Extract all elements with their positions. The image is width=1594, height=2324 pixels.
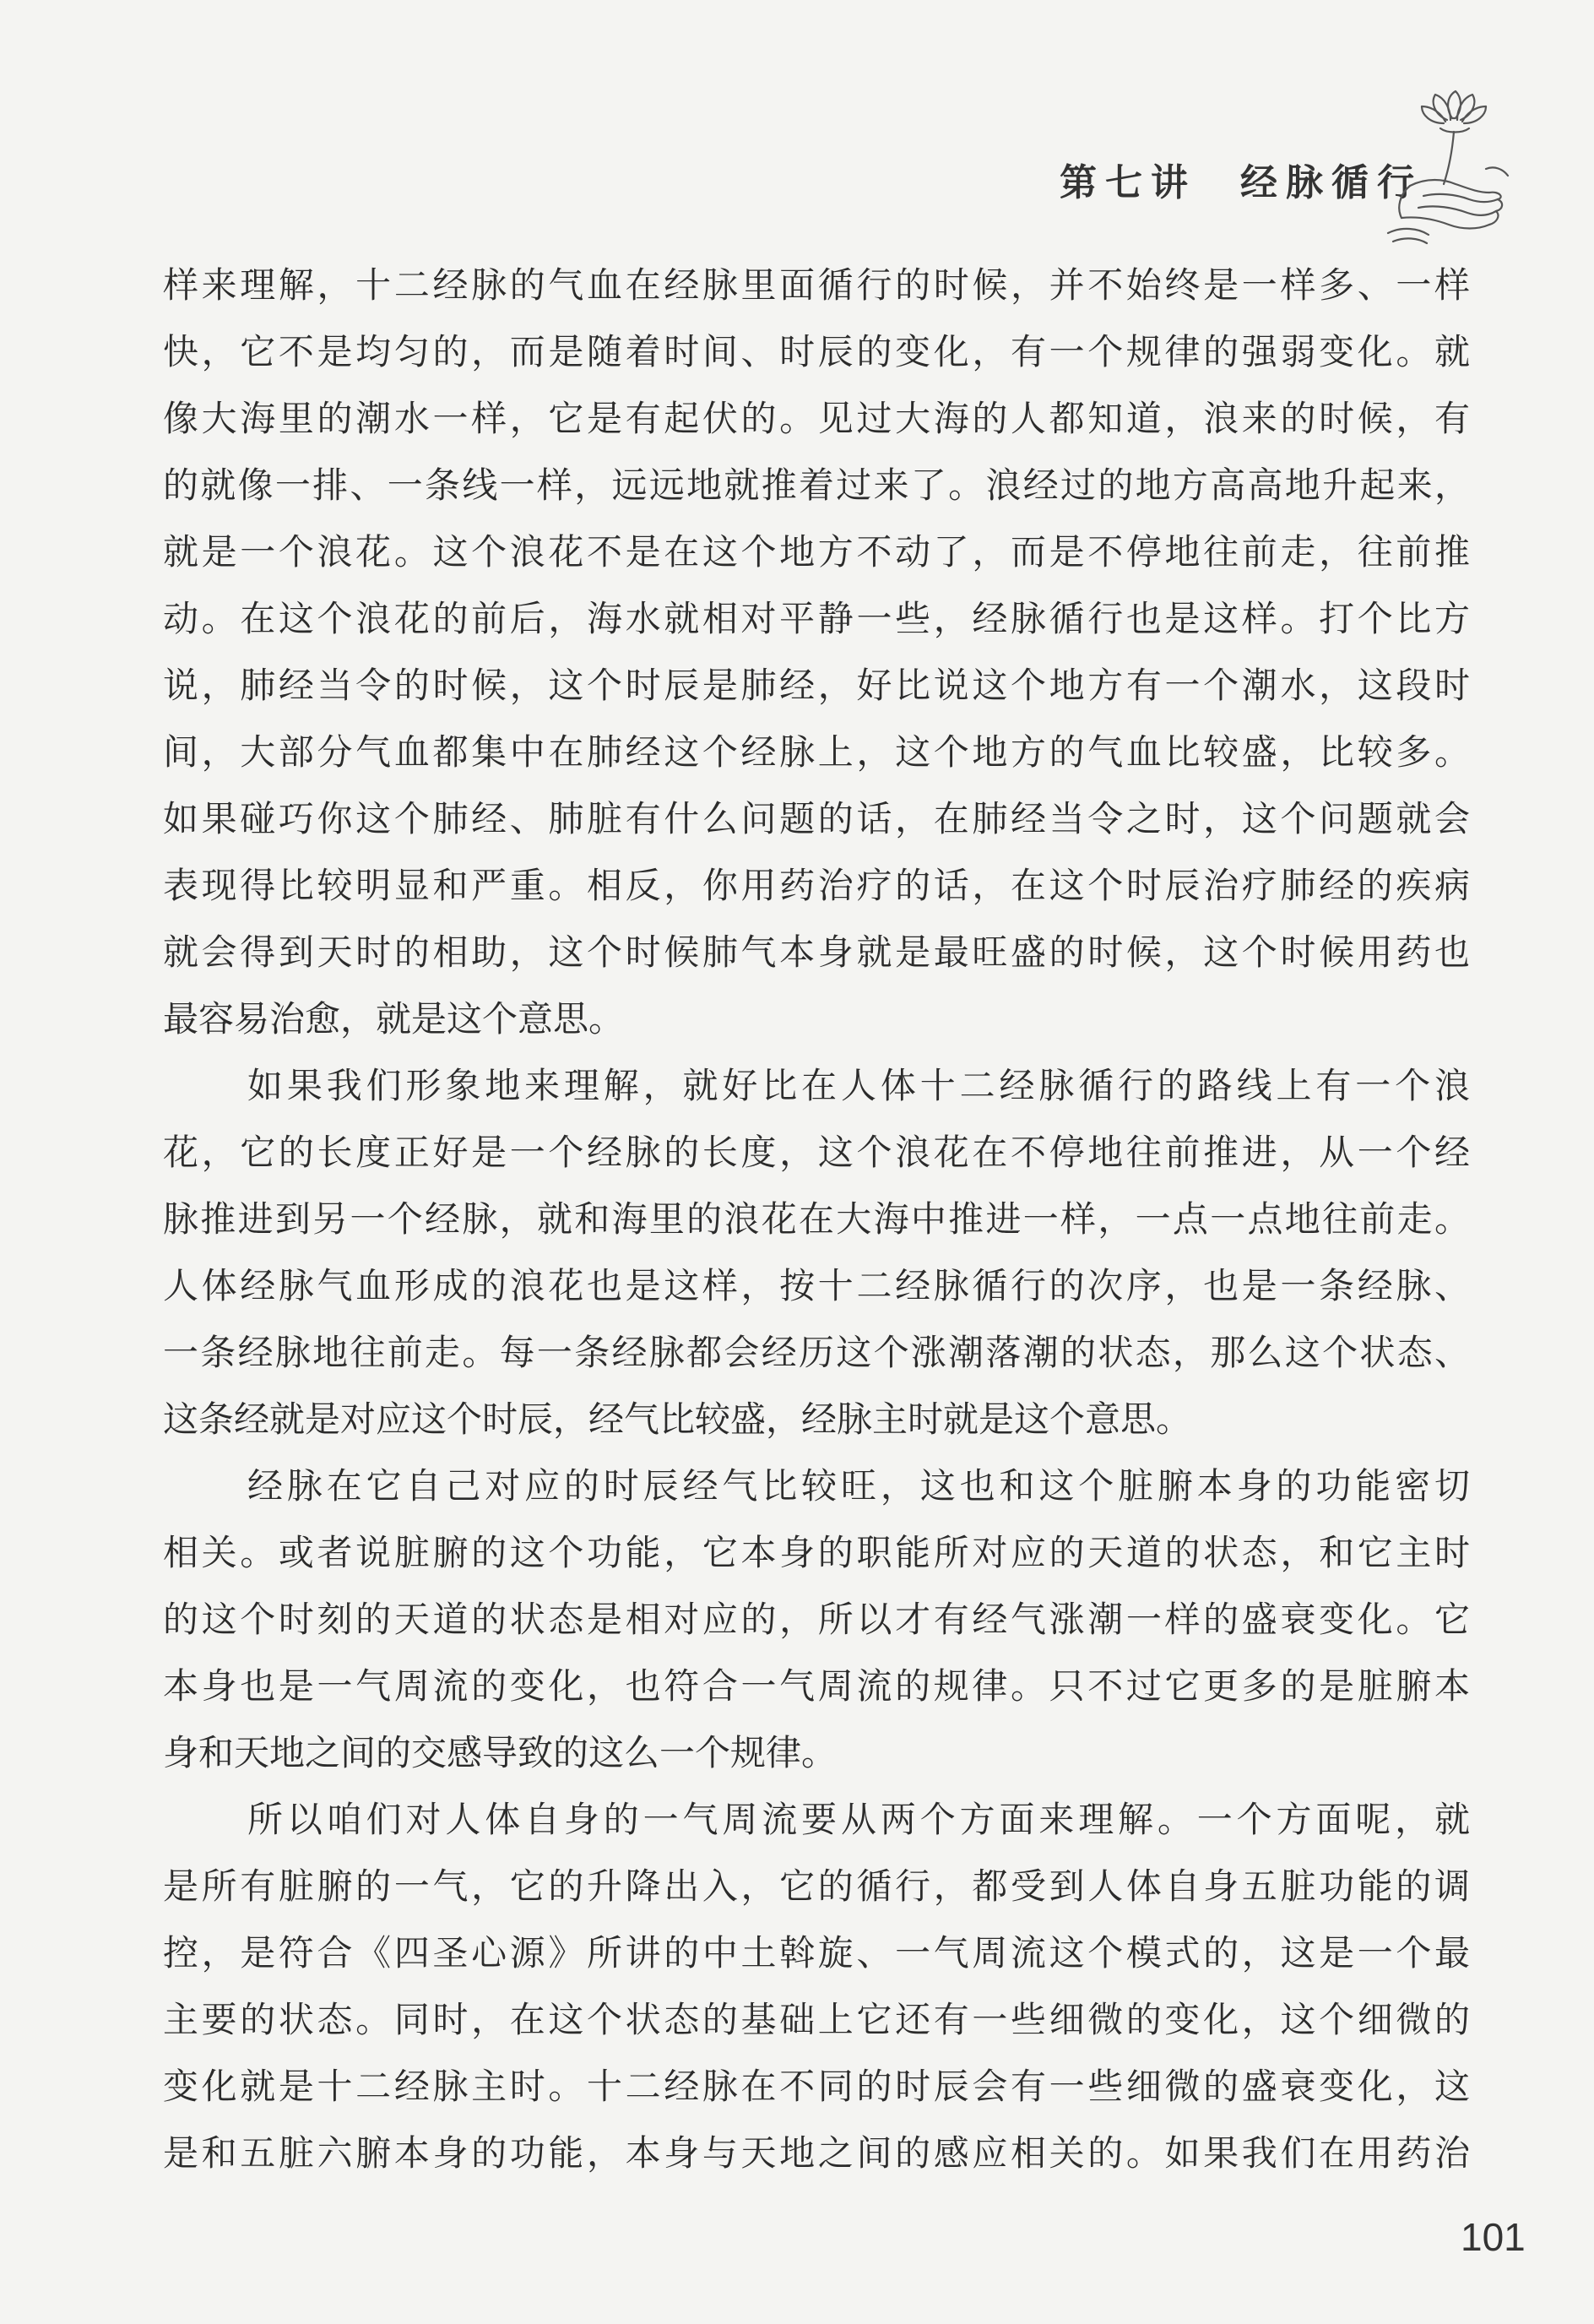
text-line: 快，它不是均匀的，而是随着时间、时辰的变化，有一个规律的强弱变化。就: [163, 331, 1470, 372]
text-line: 样来理解，十二经脉的气血在经脉里面循行的时候，并不始终是一样多、一样: [163, 264, 1470, 306]
text-line: 控，是符合《四圣心源》所讲的中土斡旋、一气周流这个模式的，这是一个最: [163, 1932, 1470, 1974]
text-line: 如果我们形象地来理解，就好比在人体十二经脉循行的路线上有一个浪: [247, 1065, 1470, 1106]
running-head: [1060, 152, 1423, 206]
text-line: 最容易治愈，就是这个意思。: [163, 998, 625, 1040]
text-line: 间，大部分气血都集中在肺经这个经脉上，这个地方的气血比较盛，比较多。: [163, 731, 1470, 773]
text-line: 的就像一排、一条线一样，远远地就推着过来了。浪经过的地方高高地升起来，: [163, 464, 1470, 506]
text-line: 花，它的长度正好是一个经脉的长度，这个浪花在不停地往前推进，从一个经: [163, 1132, 1470, 1173]
text-line: 主要的状态。同时，在这个状态的基础上它还有一些细微的变化，这个细微的: [163, 1999, 1470, 2040]
text-line: 身和天地之间的交感导致的这么一个规律。: [163, 1732, 838, 1773]
text-line: 是和五脏六腑本身的功能，本身与天地之间的感应相关的。如果我们在用药治: [163, 2132, 1470, 2174]
text-line: 就会得到天时的相助，这个时候肺气本身就是最旺盛的时候，这个时候用药也: [163, 931, 1470, 973]
text-line: 脉推进到另一个经脉，就和海里的浪花在大海中推进一样，一点一点地往前走。: [163, 1198, 1470, 1240]
paragraph: [163, 252, 1470, 1052]
text-line: 说，肺经当令的时候，这个时辰是肺经，好比说这个地方有一个潮水，这段时: [163, 665, 1470, 706]
text-line: 表现得比较明显和严重。相反，你用药治疗的话，在这个时辰治疗肺经的疾病: [163, 865, 1470, 906]
text-line: 所以咱们对人体自身的一气周流要从两个方面来理解。一个方面呢，就: [247, 1799, 1470, 1840]
paragraph: [163, 1786, 1470, 2186]
text-line: 像大海里的潮水一样，它是有起伏的。见过大海的人都知道，浪来的时候，有: [163, 398, 1470, 439]
text-line: 如果碰巧你这个肺经、肺脏有什么问题的话，在肺经当令之时，这个问题就会: [163, 798, 1470, 839]
text-line: 变化就是十二经脉主时。十二经脉在不同的时辰会有一些细微的盛衰变化，这: [163, 2066, 1470, 2107]
lotus-hand-icon: [1385, 84, 1515, 245]
text-line: 是所有脏腑的一气，它的升降出入，它的循行，都受到人体自身五脏功能的调: [163, 1865, 1470, 1907]
text-line: 相关。或者说脏腑的这个功能，它本身的职能所对应的天道的状态，和它主时: [163, 1532, 1470, 1573]
text-line: 经脉在它自己对应的时辰经气比较旺，这也和这个脏腑本身的功能密切: [247, 1465, 1470, 1507]
text-line: 人体经脉气血形成的浪花也是这样，按十二经脉循行的次序，也是一条经脉、: [163, 1265, 1470, 1306]
text-line: 这条经就是对应这个时辰，经气比较盛，经脉主时就是这个意思。: [163, 1398, 1192, 1440]
body-text: [163, 252, 1470, 2186]
text-line: 就是一个浪花。这个浪花不是在这个地方不动了，而是不停地往前走，往前推: [163, 531, 1470, 573]
paragraph: [163, 1452, 1470, 1786]
text-line: 的这个时刻的天道的状态是相对应的，所以才有经气涨潮一样的盛衰变化。它: [163, 1599, 1470, 1640]
chapter-title: 经脉循行: [1240, 161, 1423, 204]
page-number: 101: [1461, 2215, 1526, 2259]
paragraph: [163, 1052, 1470, 1452]
text-line: 动。在这个浪花的前后，海水就相对平静一些，经脉循行也是这样。打个比方: [163, 598, 1470, 639]
text-line: 本身也是一气周流的变化，也符合一气周流的规律。只不过它更多的是脏腑本: [163, 1665, 1470, 1707]
text-line: 一条经脉地往前走。每一条经脉都会经历这个涨潮落潮的状态，那么这个状态、: [163, 1332, 1470, 1373]
chapter-number: 第七讲: [1060, 161, 1196, 204]
